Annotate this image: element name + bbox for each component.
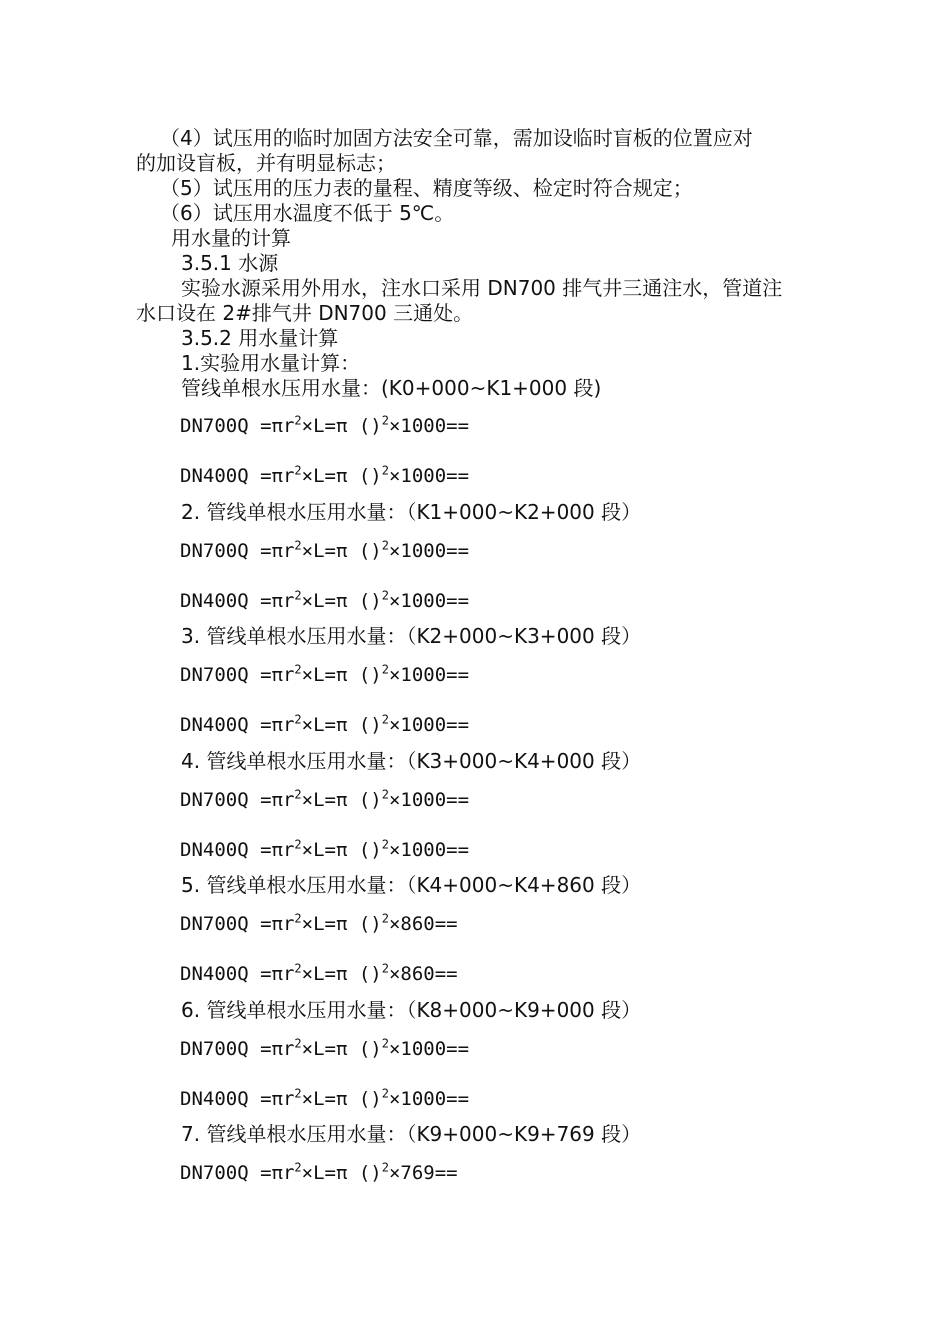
- section-heading: 用水量的计算: [171, 226, 291, 250]
- formula-dn400: $DN400Q =\pi r^2\times L=\pi$ ()$^2$×1000==: [180, 712, 470, 736]
- formula-dn700: $DN700Q =\pi r^2\times L=\pi$ ()$^2$×860==: [180, 911, 458, 935]
- formula-dn700: $DN700Q =\pi r^2\times L=\pi$ ()$^2$×1000==: [180, 413, 470, 437]
- subsection-heading: 3.5.1 水源: [181, 251, 279, 275]
- segment-heading: 7. 管线单根水压用水量：（K9+000~K9+769 段）: [181, 1122, 642, 1146]
- text-line: 水口设在 2#排气井 DN700 三通处。: [136, 301, 474, 325]
- text-line: （4）试压用的临时加固方法安全可靠，需加设临时盲板的位置应对: [160, 126, 753, 150]
- segment-heading: 管线单根水压用水量：(K0+000~K1+000 段): [181, 376, 602, 400]
- formula-dn700: $DN700Q =\pi r^2\times L=\pi$ ()$^2$×1000==: [180, 787, 470, 811]
- text-line: 实验水源采用外用水，注水口采用 DN700 排气井三通注水，管道注: [181, 276, 783, 300]
- segment-heading: 3. 管线单根水压用水量：（K2+000~K3+000 段）: [181, 624, 642, 648]
- formula-dn400: $DN400Q =\pi r^2\times L=\pi$ ()$^2$×860==: [180, 961, 458, 985]
- formula-dn400: $DN400Q =\pi r^2\times L=\pi$ ()$^2$×1000==: [180, 588, 470, 612]
- formula-dn700: $DN700Q =\pi r^2\times L=\pi$ ()$^2$×1000==: [180, 662, 470, 686]
- segment-heading: 6. 管线单根水压用水量：（K8+000~K9+000 段）: [181, 998, 642, 1022]
- text-line: 1.实验用水量计算：: [181, 351, 361, 375]
- formula-dn400: $DN400Q =\pi r^2\times L=\pi$ ()$^2$×1000==: [180, 1086, 470, 1110]
- text-line: （5）试压用的压力表的量程、精度等级、检定时符合规定；: [160, 176, 693, 200]
- segment-heading: 2. 管线单根水压用水量：（K1+000~K2+000 段）: [181, 500, 642, 524]
- formula-dn700: $DN700Q =\pi r^2\times L=\pi$ ()$^2$×769==: [180, 1160, 458, 1184]
- text-line: 的加设盲板，并有明显标志；: [136, 151, 396, 175]
- formula-dn700: $DN700Q =\pi r^2\times L=\pi$ ()$^2$×1000==: [180, 1036, 470, 1060]
- segment-heading: 5. 管线单根水压用水量：（K4+000~K4+860 段）: [181, 873, 642, 897]
- formula-dn400: $DN400Q =\pi r^2\times L=\pi$ ()$^2$×1000==: [180, 837, 470, 861]
- formula-dn700: $DN700Q =\pi r^2\times L=\pi$ ()$^2$×1000==: [180, 538, 470, 562]
- segment-heading: 4. 管线单根水压用水量：（K3+000~K4+000 段）: [181, 749, 642, 773]
- text-line: （6）试压用水温度不低于 5℃。: [160, 201, 455, 225]
- subsection-heading: 3.5.2 用水量计算: [181, 326, 339, 350]
- formula-dn400: $DN400Q =\pi r^2\times L=\pi$ ()$^2$×1000==: [180, 463, 470, 487]
